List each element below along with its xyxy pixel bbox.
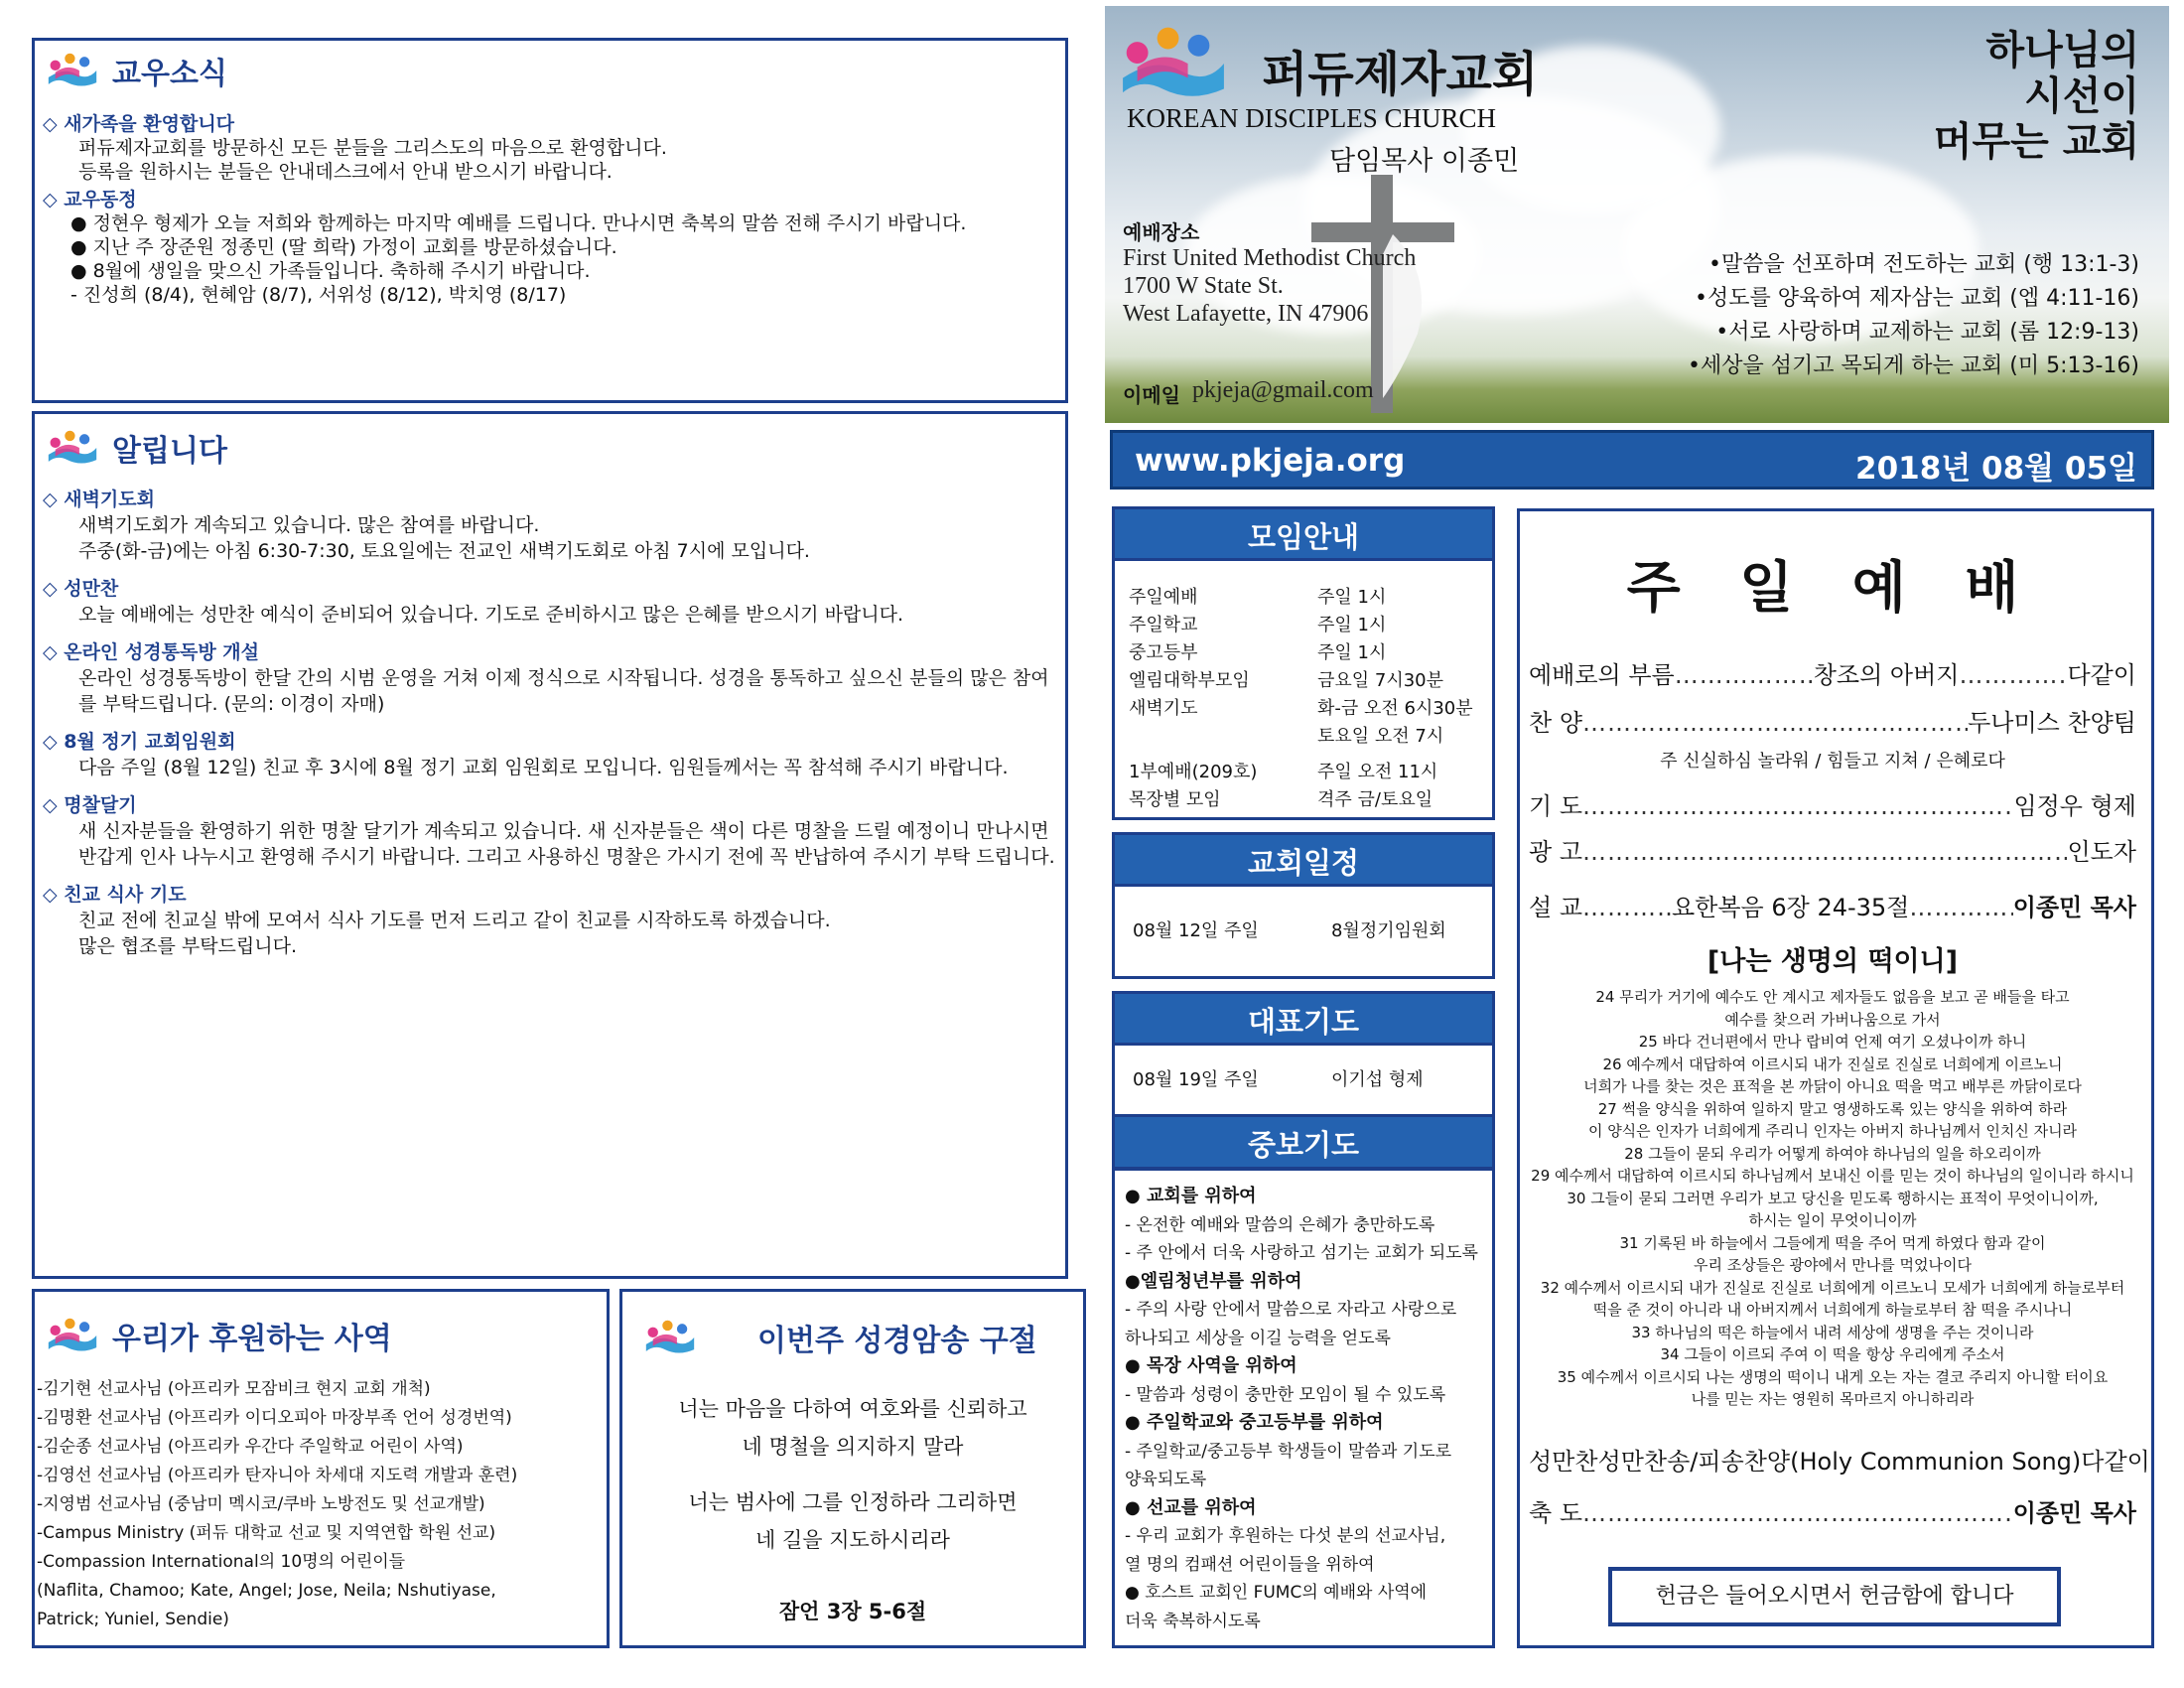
mission-statement-line: •세상을 섬기고 목되게 하는 교회 (미 5:13-16) xyxy=(1688,353,2139,378)
item-text: 온라인 성경통독방이 한달 간의 시범 운영을 거쳐 이제 정식으로 시작됩니다. 성경을 통독하고 싶으신 분들의 많은 참여 xyxy=(78,667,1049,689)
missions-title: 우리가 후원하는 사역 xyxy=(112,1322,392,1356)
item-text: 많은 협조를 부탁드립니다. xyxy=(78,935,298,957)
mission-item: (Naflita, Chamoo; Kate, Angel; Jose, Neila; Nshutiyase, xyxy=(37,1581,496,1601)
scripture-line: 31 기록된 바 하늘에서 그들에게 떡을 주어 먹게 하였다 함과 같이 xyxy=(1619,1233,2046,1252)
mission-item: -김순종 선교사님 (아프리카 우간다 주일학교 어린이 사역) xyxy=(37,1437,464,1457)
mission-statement-line: •성도를 양육하여 제자삼는 교회 (엡 4:11-16) xyxy=(1695,286,2139,311)
item-heading: ◇ 명찰달기 xyxy=(43,794,137,816)
memory-verse-line: 네 길을 지도하시리라 xyxy=(755,1528,950,1552)
meeting-time: 금요일 7시30분 xyxy=(1317,670,1444,691)
schedule-box xyxy=(1112,884,1495,979)
item-heading: ◇ 온라인 성경통독방 개설 xyxy=(43,641,259,663)
communion-leader: 다같이 xyxy=(2081,1448,2150,1476)
worship-item xyxy=(1529,655,2136,690)
prayer-topic: ●엘림청년부를 위하여 xyxy=(1125,1270,1302,1292)
meeting-time: 주일 오전 11시 xyxy=(1317,762,1438,782)
address-line: West Lafayette, IN 47906 xyxy=(1123,301,1369,327)
dot-leader xyxy=(1582,792,2013,820)
worship-item xyxy=(1529,888,2136,922)
scripture-line: 29 예수께서 대답하여 이르시되 하나님께서 보내신 이를 믿는 것이 하나님의 일이니라 하시니 xyxy=(1531,1167,2134,1185)
item-text: 친교 전에 친교실 밖에 모여서 식사 기도를 먼저 드리고 같이 친교를 시작하도록 하겠습니다. xyxy=(78,910,831,931)
worship-item-leader: 이종민 목사 xyxy=(2012,894,2136,921)
item-text: ● 지난 주 장준원 정종민 (딸 희락) 가정이 교회를 방문하셨습니다. xyxy=(70,236,617,258)
item-text: 등록을 원하시는 분들은 안내데스크에서 안내 받으시기 바랍니다. xyxy=(78,161,613,183)
bulletin-date: 2018년 08월 05일 xyxy=(1855,451,2137,487)
missions-section xyxy=(32,1289,610,1648)
scripture-line: 떡을 준 것이 아니라 내 아버지께서 너희에게 하늘로부터 참 떡을 주시나니 xyxy=(1592,1301,2073,1319)
worship-item-label: 찬 양 xyxy=(1529,709,1582,737)
email-label: 이메일 xyxy=(1123,383,1180,407)
prayer-text: 양육되도록 xyxy=(1125,1470,1207,1489)
meeting-time: 주일 1시 xyxy=(1317,642,1387,663)
worship-item xyxy=(1529,786,2136,821)
item-text: ● 8월에 생일을 맞으신 가족들입니다. 축하해 주시기 바랍니다. xyxy=(70,260,591,282)
prayer-text: ● 호스트 교회인 FUMC의 예배와 사역에 xyxy=(1125,1583,1428,1603)
scripture-line: 32 예수께서 이르시되 내가 진실로 진실로 너희에게 이르노니 모세가 너희에게 하늘로부터 xyxy=(1540,1278,2125,1297)
worship-item-label: 기 도 xyxy=(1529,792,1582,820)
offering-notice: 헌금은 들어오시면서 헌금함에 합니다 xyxy=(1608,1567,2061,1626)
scripture-line: 25 바다 건너편에서 만나 랍비여 언제 여기 오셨나이까 하니 xyxy=(1638,1033,2027,1051)
item-text: 퍼듀제자교회를 방문하신 모든 분들을 그리스도의 마음으로 환영합니다. xyxy=(78,137,667,159)
prayer-text: - 주의 사랑 안에서 말씀으로 자라고 사랑으로 xyxy=(1125,1300,1457,1320)
worship-item xyxy=(1529,703,2136,738)
scripture-line: 35 예수께서 이르시되 나는 생명의 떡이니 내게 오는 자는 결코 주리지 아니할 터이요 xyxy=(1557,1367,2109,1386)
meeting-name: 주일예배 xyxy=(1129,587,1198,608)
dot-leader xyxy=(1582,709,1968,737)
notices-section xyxy=(32,411,1068,1279)
rep-prayer-box xyxy=(1112,1043,1495,1118)
missions-header xyxy=(43,1314,392,1357)
scripture-line: 예수를 찾으러 가버나움으로 가서 xyxy=(1724,1010,1941,1029)
meetings-title: 모임안내 xyxy=(1112,506,1495,562)
dot-leader xyxy=(1582,838,2067,866)
item-heading: ◇ 교우동정 xyxy=(43,189,137,211)
prayer-text: - 주 안에서 더욱 사랑하고 섬기는 교회가 되도록 xyxy=(1125,1243,1478,1263)
scripture-line: 하시는 일이 무엇이니이까 xyxy=(1748,1211,1917,1229)
prayer-text: 하나되고 세상을 이길 능력을 얻도록 xyxy=(1125,1328,1391,1348)
benediction-label: 축 도 xyxy=(1529,1499,1582,1527)
communion-song: 성만찬송/피송찬양(Holy Communion Song) xyxy=(1597,1448,2082,1476)
schedule-title: 교회일정 xyxy=(1112,832,1495,888)
mission-item: -지영범 선교사님 (중남미 멕시코/쿠바 노방전도 및 선교개발) xyxy=(37,1494,485,1514)
meeting-name: 목장별 모임 xyxy=(1129,789,1221,810)
worship-item-label: 광 고 xyxy=(1529,838,1582,866)
mission-item: -김명환 선교사님 (아프리카 이디오피아 마장부족 언어 성경번역) xyxy=(37,1408,512,1428)
mission-statement xyxy=(1688,248,2139,383)
scripture-line: 33 하나님의 떡은 하늘에서 내려 세상에 생명을 주는 것이니라 xyxy=(1631,1323,2034,1341)
memory-verse-line: 너는 범사에 그를 인정하라 그리하면 xyxy=(688,1490,1018,1514)
scripture-line: 34 그들이 이르되 주여 이 떡을 항상 우리에게 주소서 xyxy=(1660,1345,2005,1363)
place-label: 예배장소 xyxy=(1123,220,1200,244)
dot-leader xyxy=(1909,894,2012,921)
place-address xyxy=(1123,244,1416,328)
worship-item-leader: 다같이 xyxy=(2067,661,2136,689)
benediction-line xyxy=(1529,1493,2136,1528)
rep-prayer-person: 이기섭 형제 xyxy=(1331,1069,1424,1090)
meeting-time: 주일 1시 xyxy=(1317,587,1387,608)
worship-title: 주 일 예 배 xyxy=(1626,556,2039,621)
scripture-line: 이 양식은 인자가 너희에게 주리니 인자는 아버지 하나님께서 인치신 자니라 xyxy=(1587,1122,2078,1140)
benediction-leader: 이종민 목사 xyxy=(2012,1499,2136,1527)
prayer-topic: ● 선교를 위하여 xyxy=(1125,1496,1257,1518)
praise-song-list: 주 신실하심 놀라워 / 힘들고 지쳐 / 은혜로다 xyxy=(1660,751,2005,772)
mission-item: -김기현 선교사님 (아프리카 모잠비크 현지 교회 개척) xyxy=(37,1379,431,1399)
memory-title: 이번주 성경암송 구절 xyxy=(757,1324,1037,1358)
dot-leader xyxy=(1675,661,1814,689)
church-logo-icon xyxy=(1115,24,1232,103)
scripture-line: 우리 조상들은 광야에서 만나를 먹었나이다 xyxy=(1694,1256,1972,1274)
memory-verse-section xyxy=(619,1289,1086,1648)
communion-line xyxy=(1529,1442,2150,1477)
scripture-line: 26 예수께서 대답하여 이르시되 내가 진실로 진실로 너희에게 이르노니 xyxy=(1602,1055,2063,1073)
worship-item-leader: 두나미스 찬양팀 xyxy=(1968,709,2136,737)
intercession-title: 중보기도 xyxy=(1112,1114,1495,1170)
prayer-text: - 주일학교/중고등부 학생들이 말씀과 기도로 xyxy=(1125,1441,1452,1462)
scripture-line: 30 그들이 묻되 그러면 우리가 보고 당신을 믿도록 행하시는 표적이 무엇이니이까, xyxy=(1567,1189,2099,1207)
website-link[interactable]: www.pkjeja.org xyxy=(1135,443,1406,479)
church-logo-icon xyxy=(640,1319,700,1356)
scripture-line: 너희가 나를 찾는 것은 표적을 본 까닭이 아니요 떡을 먹고 배부른 까닭이로다 xyxy=(1583,1077,2082,1095)
meetings-box xyxy=(1112,558,1495,820)
meeting-name: 새벽기도 xyxy=(1129,698,1198,719)
meeting-name: 주일학교 xyxy=(1129,615,1198,635)
mission-item: -Campus Ministry (퍼듀 대학교 선교 및 지역연합 학원 선교) xyxy=(37,1523,496,1543)
scripture-line: 27 썩을 양식을 위하여 일하지 말고 영생하도록 있는 양식을 위하여 하라 xyxy=(1597,1099,2068,1118)
item-heading: ◇ 8월 정기 교회임원회 xyxy=(43,731,236,753)
address-line: 1700 W State St. xyxy=(1123,273,1284,299)
item-heading: ◇ 새가족을 환영합니다 xyxy=(43,113,235,135)
item-text: 반갑게 인사 나누시고 환영해 주시기 바랍니다. 그리고 사용하신 명찰은 가시기 전에 꼭 반납하여 주시기 부탁 드립니다. xyxy=(78,846,1055,868)
church-logo-icon xyxy=(43,429,102,467)
meeting-name: 중고등부 xyxy=(1129,642,1198,663)
meeting-time: 토요일 오전 7시 xyxy=(1317,726,1444,747)
worship-item-label: 설 교 xyxy=(1529,894,1582,921)
schedule-event: 8월정기임원회 xyxy=(1331,920,1446,941)
prayer-topic: ● 주일학교와 중고등부를 위하여 xyxy=(1125,1412,1384,1433)
prayer-text: 열 명의 컴패션 어린이들을 위하여 xyxy=(1125,1554,1375,1575)
dot-leader xyxy=(1959,661,2067,689)
rep-prayer-date: 08월 19일 주일 xyxy=(1133,1069,1259,1090)
worship-item-detail: 창조의 아버지 xyxy=(1813,661,1960,689)
item-text: 오늘 예배에는 성만찬 예식이 준비되어 있습니다. 기도로 준비하시고 많은 은혜를 받으시기 바랍니다. xyxy=(78,604,904,626)
item-heading: ◇ 새벽기도회 xyxy=(43,489,155,510)
item-text: 다음 주일 (8월 12일) 친교 후 3시에 8월 정기 교회 임원회로 모입니다. 임원들께서는 꼭 참석해 주시기 바랍니다. xyxy=(78,757,1009,778)
memory-reference: 잠언 3장 5-6절 xyxy=(778,1600,927,1623)
scripture-line: 나를 믿는 자는 영원히 목마르지 아니하리라 xyxy=(1691,1390,1975,1408)
item-text: 새벽기도회가 계속되고 있습니다. 많은 참여를 바랍니다. xyxy=(78,514,540,536)
communion-label: 성만찬 xyxy=(1529,1448,1598,1476)
item-text: 새 신자분들을 환영하기 위한 명찰 달기가 계속되고 있습니다. 새 신자분들은 색이 다른 명찰을 드릴 예정이니 만나시면 xyxy=(78,820,1049,842)
church-logo-icon xyxy=(43,1317,102,1354)
prayer-topic: ● 교회를 위하여 xyxy=(1125,1186,1257,1206)
notices-title: 알립니다 xyxy=(112,434,227,469)
item-text: - 진성희 (8/4), 현혜암 (8/7), 서위성 (8/12), 박치영 (8/17) xyxy=(70,284,567,306)
email-address[interactable]: pkjeja@gmail.com xyxy=(1192,377,1374,403)
memory-verse-line: 네 명철을 의지하지 말라 xyxy=(742,1435,964,1459)
address-line: First United Methodist Church xyxy=(1123,245,1417,271)
prayer-text: 더욱 축복하시도록 xyxy=(1125,1611,1261,1631)
worship-item-detail: 요한복음 6장 24-35절 xyxy=(1672,894,1910,921)
worship-item-leader: 임정우 형제 xyxy=(2013,792,2136,820)
rep-prayer-title: 대표기도 xyxy=(1112,991,1495,1047)
memory-verse-line: 너는 마음을 다하여 여호와를 신뢰하고 xyxy=(678,1397,1027,1421)
header-banner xyxy=(1105,6,2169,423)
news-section xyxy=(32,38,1068,403)
slogan-line: 하나님의 xyxy=(1985,28,2139,73)
pastor-name: 담임목사 이종민 xyxy=(1329,146,1520,177)
prayer-text: - 온전한 예배와 말씀의 은혜가 충만하도록 xyxy=(1125,1214,1435,1235)
dot-leader xyxy=(1582,894,1672,921)
website-date-bar xyxy=(1110,430,2154,490)
item-text: ● 정현우 형제가 오늘 저희와 함께하는 마지막 예배를 드립니다. 만나시면 축복의 말씀 전해 주시기 바랍니다. xyxy=(70,212,967,234)
church-name-en: KOREAN DISCIPLES CHURCH xyxy=(1127,103,1497,133)
worship-item-label: 예배로의 부름 xyxy=(1529,661,1675,689)
church-name-ko: 퍼듀제자교회 xyxy=(1262,47,1539,102)
item-text: 를 부탁드립니다. (문의: 이경이 자매) xyxy=(78,693,385,715)
prayer-text: - 우리 교회가 후원하는 다섯 분의 선교사님, xyxy=(1125,1526,1446,1546)
intercession-box xyxy=(1112,1168,1495,1648)
item-heading: ◇ 친교 식사 기도 xyxy=(43,884,187,906)
mission-item: -Compassion International의 10명의 어린이들 xyxy=(37,1552,406,1572)
mission-item: Patrick; Yuniel, Sendie) xyxy=(37,1610,229,1629)
scripture-line: 24 무리가 거기에 예수도 안 계시고 제자들도 없음을 보고 곧 배들을 타고 xyxy=(1595,988,2070,1006)
worship-item-leader: 인도자 xyxy=(2067,838,2136,866)
meeting-time: 주일 1시 xyxy=(1317,615,1387,635)
slogan-line: 머무는 교회 xyxy=(1933,119,2139,165)
church-logo-icon xyxy=(43,52,102,89)
memory-header xyxy=(640,1316,1037,1359)
item-text: 주중(화-금)에는 아침 6:30-7:30, 토요일에는 전교인 새벽기도회로 아침 7시에 모입니다. xyxy=(78,540,810,562)
mission-statement-line: •서로 사랑하며 교제하는 교회 (롬 12:9-13) xyxy=(1715,320,2139,345)
meeting-name: 엘림대학부모임 xyxy=(1129,670,1250,691)
worship-item xyxy=(1529,832,2136,867)
meeting-name: 1부예배(209호) xyxy=(1129,762,1258,782)
news-header xyxy=(43,49,227,92)
sermon-title: [나는 생명의 떡이니] xyxy=(1706,946,1959,977)
prayer-text: - 말씀과 성령이 충만한 모임이 될 수 있도록 xyxy=(1125,1384,1446,1405)
church-slogan xyxy=(1934,28,2139,165)
schedule-date: 08월 12일 주일 xyxy=(1133,920,1259,941)
meeting-time: 화-금 오전 6시30분 xyxy=(1317,698,1473,719)
item-heading: ◇ 성만찬 xyxy=(43,578,119,600)
news-title: 교우소식 xyxy=(112,57,227,91)
prayer-topic: ● 목장 사역을 위하여 xyxy=(1125,1355,1297,1376)
meeting-time: 격주 금/토요일 xyxy=(1317,789,1433,810)
scripture-line: 28 그들이 묻되 우리가 어떻게 하여야 하나님의 일을 하오리이까 xyxy=(1624,1144,2041,1163)
mission-item: -김영선 선교사님 (아프리카 탄자니아 차세대 지도력 개발과 훈련) xyxy=(37,1466,518,1485)
notices-header xyxy=(43,426,227,470)
slogan-line: 시선이 xyxy=(2024,73,2139,119)
mission-statement-line: •말씀을 선포하며 전도하는 교회 (행 13:1-3) xyxy=(1708,252,2139,277)
